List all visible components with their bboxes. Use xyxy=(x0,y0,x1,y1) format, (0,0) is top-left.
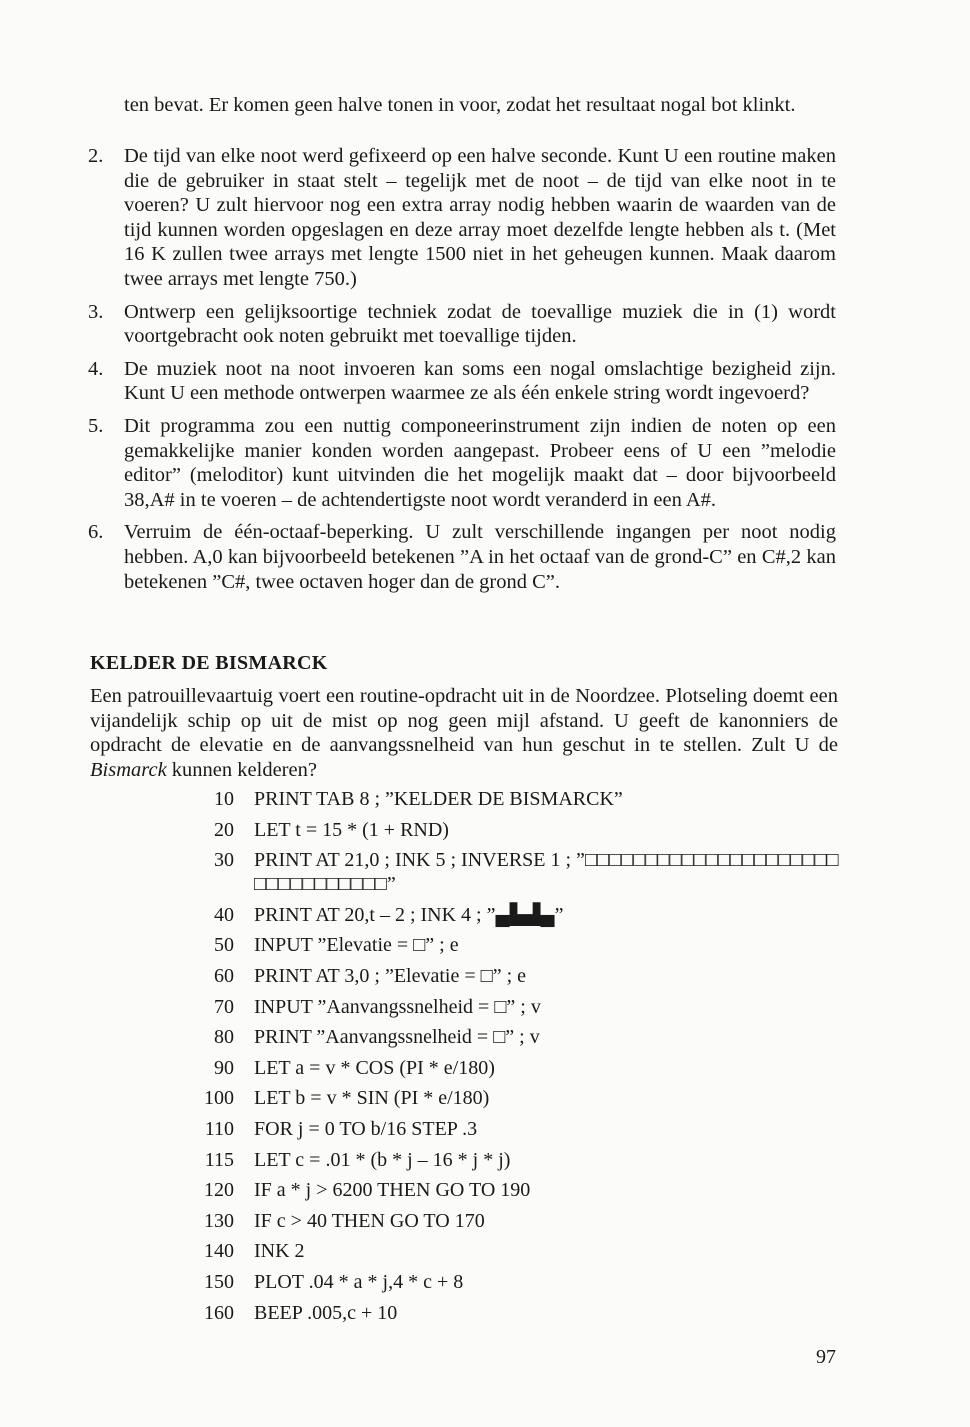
code-statement: IF c > 40 THEN GO TO 170 xyxy=(254,1209,485,1232)
line-number: 150 xyxy=(204,1270,234,1293)
code-line xyxy=(200,1117,850,1141)
code-statement: PRINT AT 21,0 ; INK 5 ; INVERSE 1 ; ”□□□□□□□□□□□□□□□□□□□□□□□□□□□□□□□□” xyxy=(254,849,839,896)
code-line xyxy=(200,933,850,957)
code-line xyxy=(200,1056,850,1080)
line-number: 30 xyxy=(214,849,234,872)
exercise-item xyxy=(88,520,838,594)
code-line xyxy=(200,787,850,811)
exercise-item xyxy=(88,300,838,349)
exercise-number: 3. xyxy=(88,300,104,323)
exercise-text: De tijd van elke noot werd gefixeerd op een halve seconde. Kunt U een routine maken die de gebruiker in staat stelt – tegelijk met de noot – de tijd van elke noot in te voeren? U zult hiervoor nog een extra array nodig hebben waarin de waarden van de tijd kunnen worden opgeslagen en deze array moet dezelfde lengte hebben als t. (Met 16 K zullen twee arrays met lengte 1500 niet in het geheugen kunnen. Maak daarom twee arrays met lengte 750.) xyxy=(124,145,836,290)
code-statement: LET c = .01 * (b * j – 16 * j * j) xyxy=(254,1148,511,1171)
line-number: 160 xyxy=(204,1301,234,1324)
code-line xyxy=(200,848,850,896)
line-number: 50 xyxy=(214,934,234,957)
exercise-item xyxy=(88,357,838,406)
line-number: 100 xyxy=(204,1087,234,1110)
exercise-item xyxy=(88,144,838,292)
intro-paragraph: ten bevat. Er komen geen halve tonen in voor, zodat het resultaat nogal bot klinkt. xyxy=(124,94,796,116)
exercise-number: 5. xyxy=(88,414,104,437)
exercise-text: De muziek noot na noot invoeren kan soms een nogal omslachtige bezigheid zijn. Kunt U een methode ontwerpen waarmee ze als één enkele string wordt ingevoerd? xyxy=(124,357,836,405)
code-statement: IF a * j > 6200 THEN GO TO 190 xyxy=(254,1179,531,1202)
code-line xyxy=(200,1209,850,1233)
line-number: 90 xyxy=(214,1056,234,1079)
code-statement: INPUT ”Aanvangssnelheid = □” ; v xyxy=(254,995,541,1018)
exercise-number: 2. xyxy=(88,145,104,167)
code-statement: PRINT ”Aanvangssnelheid = □” ; v xyxy=(254,1026,540,1049)
line-number: 20 xyxy=(214,818,234,841)
code-statement: LET b = v * SIN (PI * e/180) xyxy=(254,1087,490,1110)
exercise-number: 4. xyxy=(88,357,104,380)
code-line xyxy=(200,1148,850,1172)
section-heading: KELDER DE BISMARCK xyxy=(90,652,328,674)
line-number: 140 xyxy=(204,1240,234,1263)
section-paragraph-start: Een patrouillevaartuig voert een routine-opdracht uit in de Noordzee. Plotseling doemt een vijandelijk schip op uit de mist op nog geen mijl afstand. U geeft de kanonniers de opdracht de elevatie en de aanvangssnelheid van hun geschut in te stellen. Zult U de xyxy=(90,685,838,757)
line-number: 40 xyxy=(214,903,234,926)
line-number: 80 xyxy=(214,1026,234,1049)
code-statement: PRINT TAB 8 ; ”KELDER DE BISMARCK” xyxy=(254,788,623,810)
line-number: 110 xyxy=(204,1117,234,1140)
code-statement: BEEP .005,c + 10 xyxy=(254,1301,398,1324)
code-statement: PRINT AT 3,0 ; ”Elevatie = □” ; e xyxy=(254,964,527,987)
code-statement: INPUT ”Elevatie = □” ; e xyxy=(254,934,459,957)
code-line xyxy=(200,995,850,1019)
code-line xyxy=(200,1239,850,1263)
code-line xyxy=(200,903,850,927)
exercise-text: Dit programma zou een nuttig componeerinstrument zijn indien de noten op een gemakkelijke manier konden worden aangepast. Probeer eens of U een ”melodie editor” (meloditor) kunt uitvinden die het mogelijk maakt dat – door bijvoorbeeld 38,A# in te voeren – de achtendertigste noot wordt veranderd in een A#. xyxy=(124,414,836,511)
line-number: 60 xyxy=(214,964,234,987)
page-number: 97 xyxy=(816,1346,836,1368)
code-statement: LET a = v * COS (PI * e/180) xyxy=(254,1056,495,1079)
code-statement: LET t = 15 * (1 + RND) xyxy=(254,818,449,841)
code-line xyxy=(200,1086,850,1110)
line-number: 130 xyxy=(204,1209,234,1232)
code-line xyxy=(200,818,850,842)
code-statement: INK 2 xyxy=(254,1240,305,1263)
line-number: 115 xyxy=(204,1148,234,1171)
exercise-list xyxy=(88,144,838,602)
exercise-text: Verruim de één-octaaf-beperking. U zult verschillende ingangen per noot nodig hebben. A,0 kan bijvoorbeeld betekenen ”A in het octaaf van de grond-C” en C#,2 kan betekenen ”C#, twee octaven hoger dan de grond C”. xyxy=(124,521,836,593)
line-number: 120 xyxy=(204,1179,234,1202)
code-line xyxy=(200,1025,850,1049)
code-line xyxy=(200,1270,850,1294)
code-line xyxy=(200,964,850,988)
code-statement: PRINT AT 20,t – 2 ; INK 4 ; ”▄▙▟▄” xyxy=(254,903,564,926)
exercise-number: 6. xyxy=(88,521,104,544)
section-paragraph-end: kunnen kelderen? xyxy=(166,758,317,781)
ship-name: Bismarck xyxy=(90,758,167,781)
code-line xyxy=(200,1301,850,1325)
program-listing xyxy=(200,787,850,1331)
code-statement: FOR j = 0 TO b/16 STEP .3 xyxy=(254,1117,478,1140)
line-number: 70 xyxy=(214,995,234,1018)
code-line xyxy=(200,1178,850,1202)
section-paragraph xyxy=(90,684,838,782)
code-statement: PLOT .04 * a * j,4 * c + 8 xyxy=(254,1270,464,1293)
line-number: 10 xyxy=(214,788,234,810)
exercise-text: Ontwerp een gelijksoortige techniek zodat de toevallige muziek die in (1) wordt voortgebracht ook noten gebruikt met toevallige tijden. xyxy=(124,300,836,348)
exercise-item xyxy=(88,414,838,512)
